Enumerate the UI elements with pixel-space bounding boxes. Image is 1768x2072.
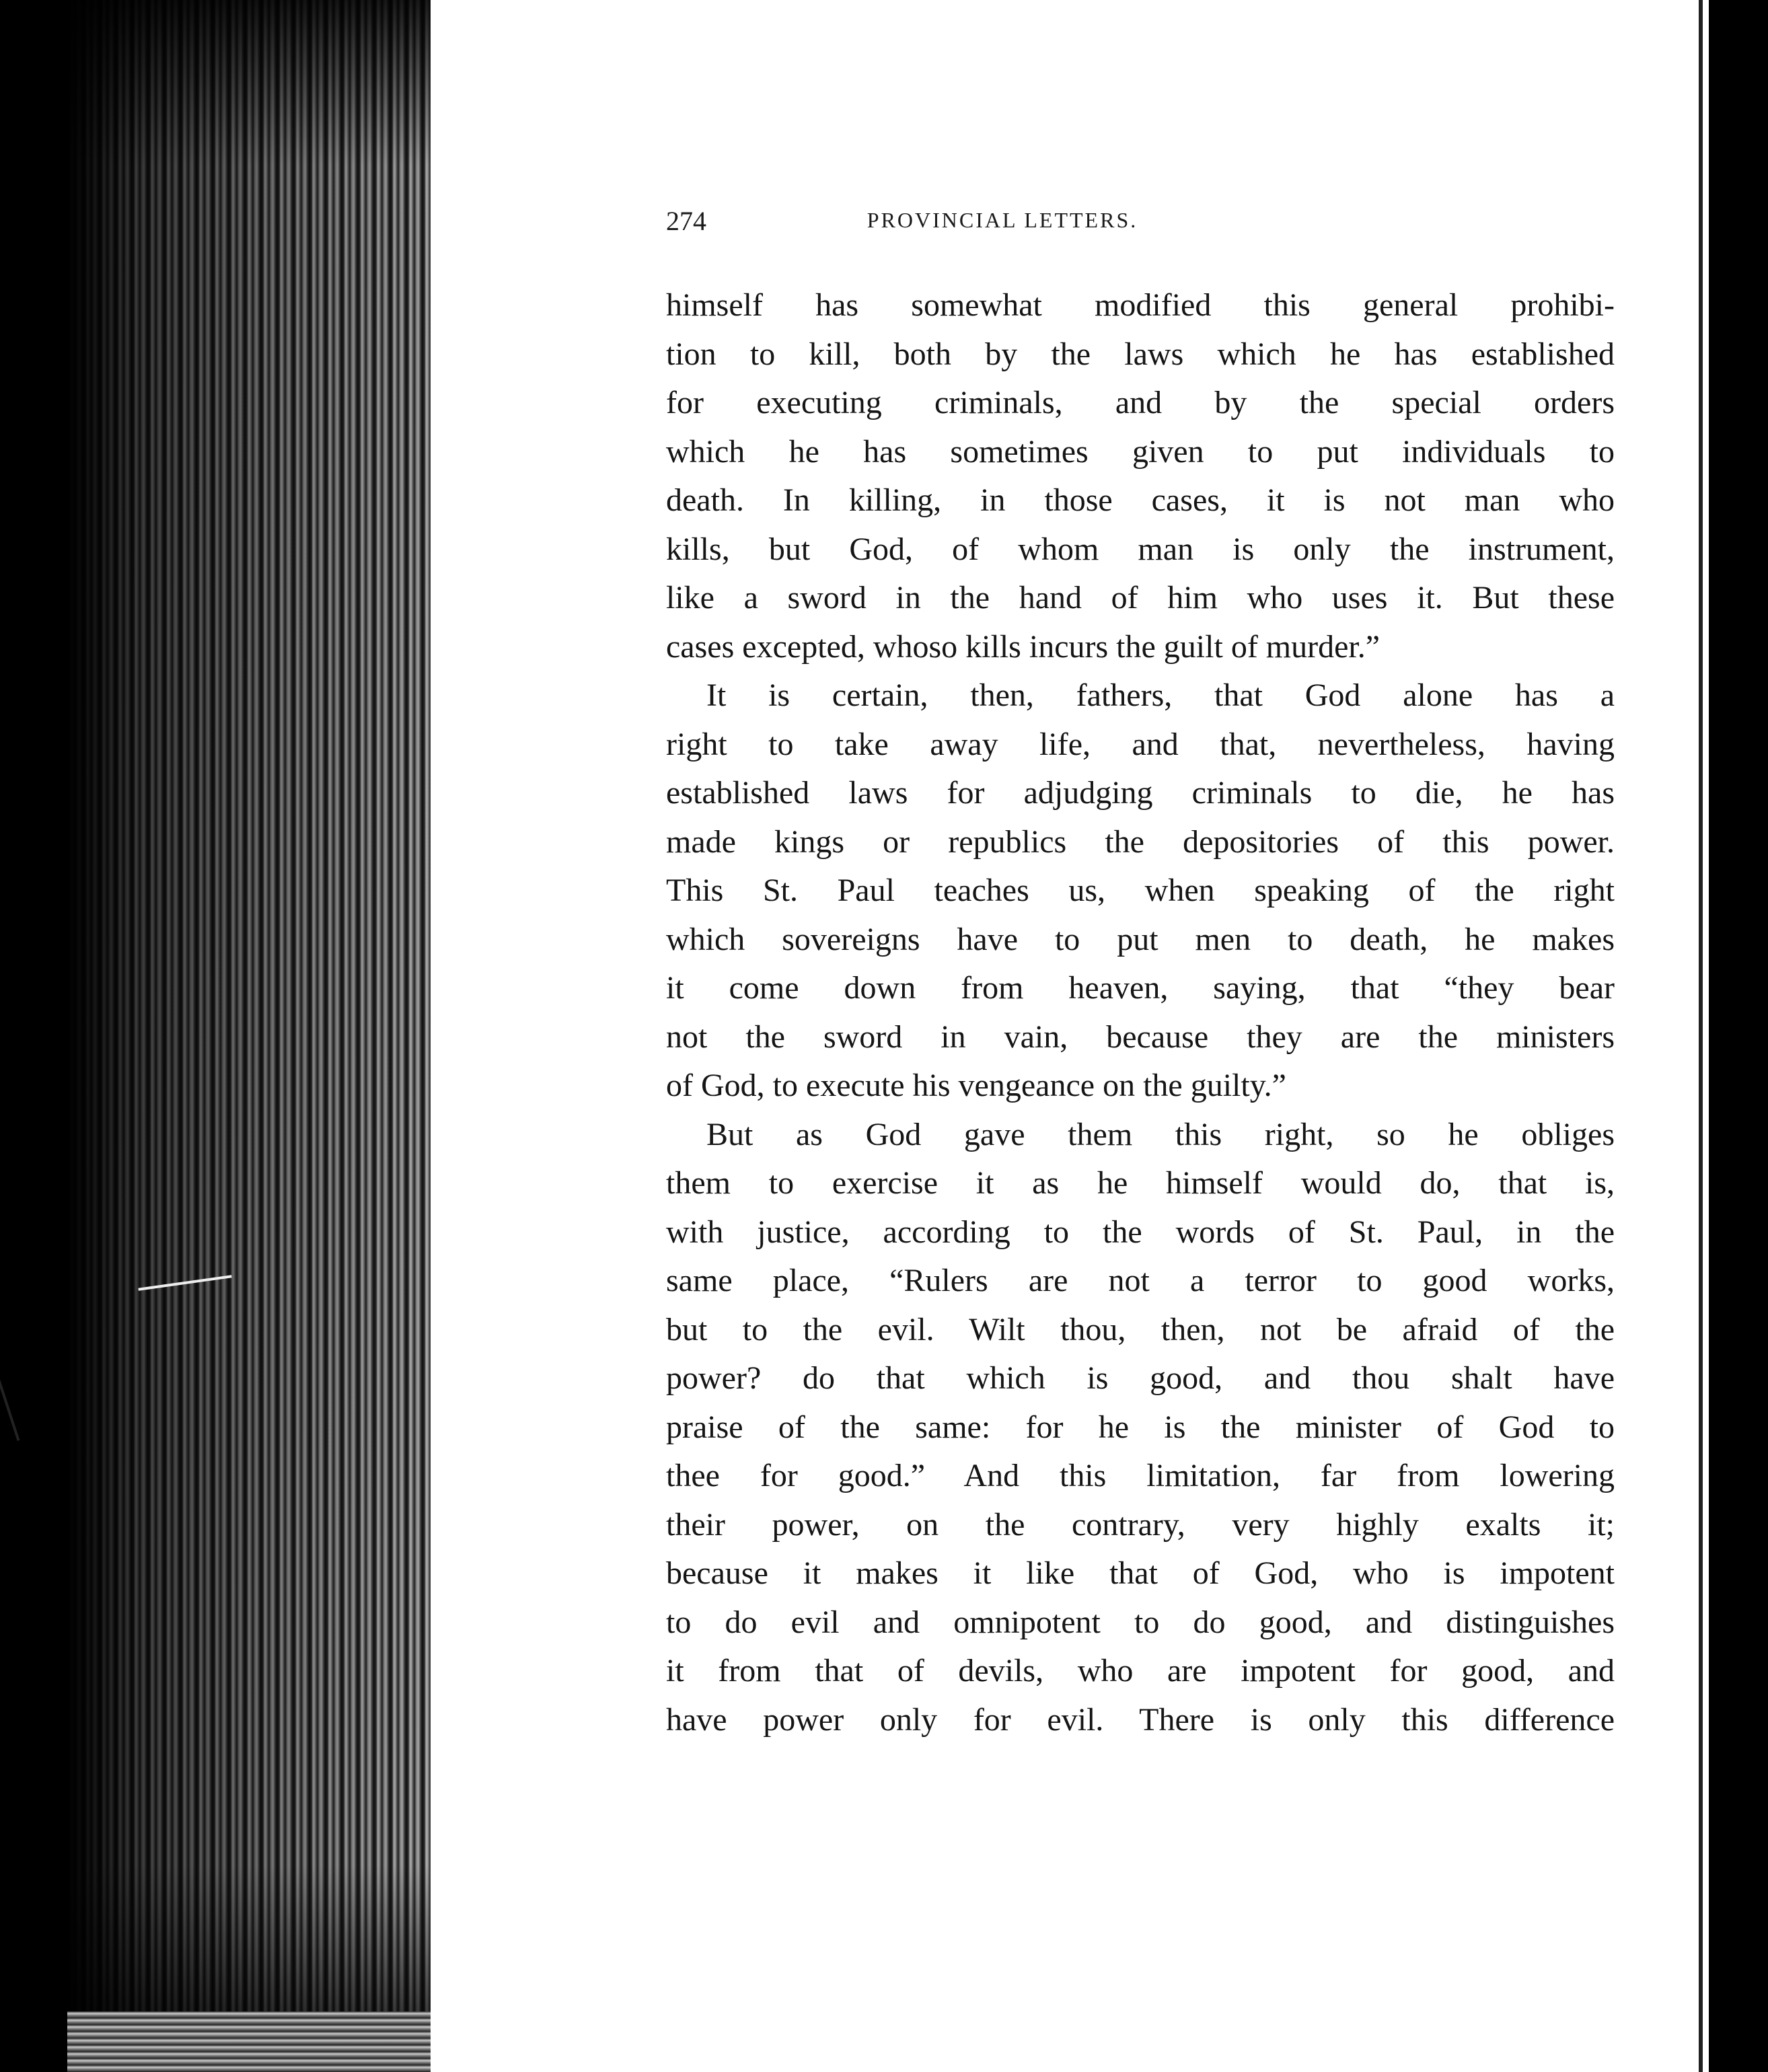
text-line: for executing criminals, and by the special orders	[666, 385, 1615, 420]
text-line: like a sword in the hand of him who uses it. But these	[666, 580, 1615, 616]
text-line: But as God gave them this right, so he obliges	[706, 1116, 1615, 1152]
text-line: right to take away life, and that, nevertheless, having	[666, 726, 1615, 762]
page-edges-shadow	[67, 0, 431, 2072]
text-line: of God, to execute his vengeance on the guilty.”	[666, 1068, 1286, 1103]
text-line: It is certain, then, fathers, that God alone has a	[706, 677, 1615, 713]
text-line: because it makes it like that of God, who is impotent	[666, 1555, 1615, 1591]
text-line: which sovereigns have to put men to death, he makes	[666, 921, 1615, 957]
text-line: power? do that which is good, and thou shalt have	[666, 1360, 1615, 1396]
text-line: but to the evil. Wilt thou, then, not be afraid of the	[666, 1311, 1615, 1347]
text-line: not the sword in vain, because they are the ministers	[666, 1019, 1615, 1055]
text-line: their power, on the contrary, very highly exalts it;	[666, 1506, 1615, 1543]
text-line: them to exercise it as he himself would do, that is,	[666, 1165, 1615, 1201]
text-line: himself has somewhat modified this general prohibi-	[666, 287, 1615, 323]
text-line: This St. Paul teaches us, when speaking of the right	[666, 873, 1615, 908]
text-line: tion to kill, both by the laws which he has established	[666, 336, 1615, 372]
running-head	[666, 205, 1339, 246]
page-right-edge-line	[1699, 0, 1703, 2072]
text-line: same place, “Rulers are not a terror to good works,	[666, 1263, 1615, 1298]
right-scanner-background	[1709, 0, 1768, 2072]
text-line: cases excepted, whoso kills incurs the guilt of murder.”	[666, 628, 1380, 665]
text-line: made kings or republics the depositories of this power.	[666, 823, 1615, 860]
page-number: 274	[666, 206, 706, 236]
text-line: it come down from heaven, saying, that “they bear	[666, 970, 1615, 1006]
text-line: which he has sometimes given to put individuals to	[666, 433, 1615, 470]
text-line: it from that of devils, who are impotent for good, and	[666, 1653, 1615, 1689]
text-line: to do evil and omnipotent to do good, and distinguishes	[666, 1604, 1615, 1640]
text-line: with justice, according to the words of St. Paul, in the	[666, 1214, 1615, 1250]
body-text	[666, 281, 1615, 1744]
page-bottom-edges	[67, 2011, 431, 2072]
running-title: PROVINCIAL LETTERS.	[867, 208, 1138, 232]
text-line: have power only for evil. There is only this difference	[666, 1701, 1615, 1738]
text-line: praise of the same: for he is the minister of God to	[666, 1409, 1615, 1445]
text-line: established laws for adjudging criminals to die, he has	[666, 775, 1615, 811]
text-line: kills, but God, of whom man is only the instrument,	[666, 531, 1615, 567]
text-line: death. In killing, in those cases, it is not man who	[666, 482, 1615, 518]
text-line: thee for good.” And this limitation, far from lowering	[666, 1458, 1615, 1493]
